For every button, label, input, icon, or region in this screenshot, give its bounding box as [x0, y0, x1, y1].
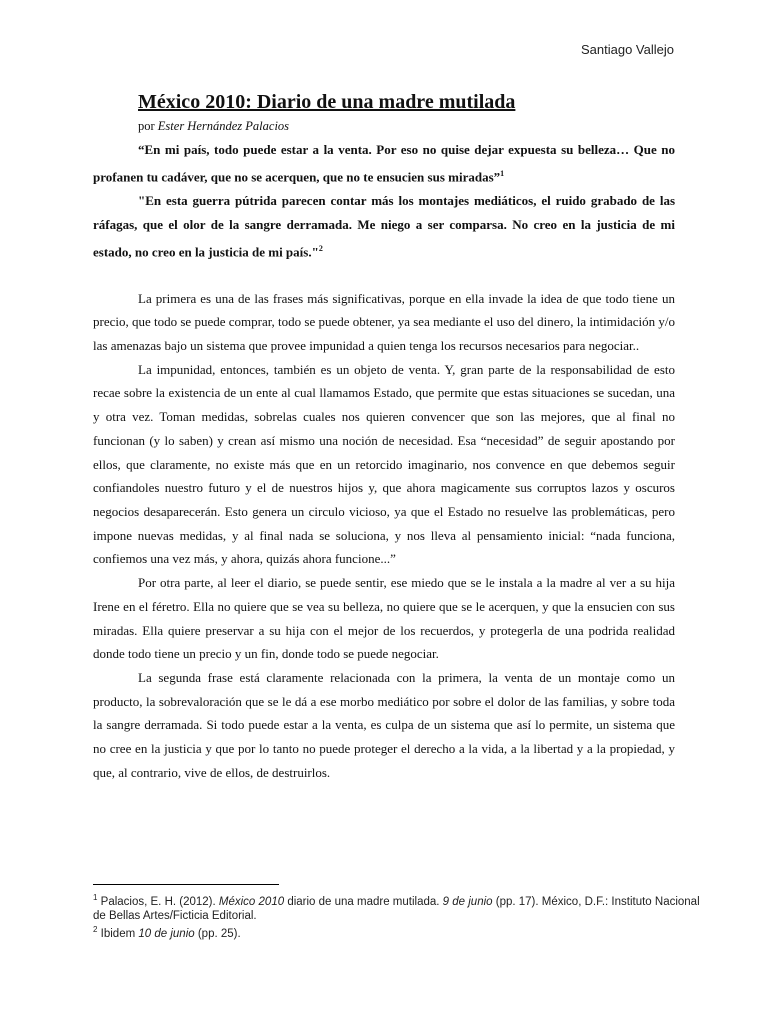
footnote-ref: 1 [500, 169, 505, 178]
footnote-1 [93, 891, 703, 923]
footnote-number: 1 [93, 893, 98, 902]
footnote-italic: 10 de junio [138, 927, 195, 940]
byline-prefix: por [138, 119, 155, 133]
spacer [93, 265, 675, 287]
header-author: Santiago Vallejo [581, 42, 674, 57]
footnote-divider [93, 884, 279, 885]
paragraph-4: La segunda frase está claramente relacionada con la primera, la venta de un montaje como un producto, la sobrevaloración que se le dá a ese morbo mediático por sobre el dolor de las familias, y sobre toda la sangre derramada. Si todo puede estar a la venta, es culpa de un sistema que así lo permite, un sistema que no cree en la justicia y que por lo tanto no puede proteger el derecho a la vida, a la libertad y a la propiedad, y que, al contrario, vive de ellos, de destruirlos. [93, 669, 675, 780]
footnote-number: 2 [93, 924, 98, 934]
footnote-text: (pp. 25). [194, 927, 241, 940]
footnote-text: diario de una madre mutilada. [284, 895, 443, 908]
footnote-italic: México 2010 [218, 895, 285, 908]
footnote-ref: 2 [318, 244, 323, 254]
footnote-2 [93, 923, 703, 941]
footnotes [93, 884, 703, 941]
byline [138, 116, 675, 136]
quote-text: "En esta guerra pútrida parecen contar más los montajes mediáticos, el ruido grabado de las ráfagas, que el olor de la sangre derramada. Me niego a ser comparsa. No creo en la justicia de mi estado, no creo en la justicia de mi país." [93, 193, 675, 260]
quote-1 [93, 138, 675, 189]
document-body [93, 88, 675, 784]
paragraph-2: La impunidad, entonces, también es un objeto de venta. Y, gran parte de la responsabilidad de esto recae sobre la existencia de un ente al cual llamamos Estado, que permite que estas situaciones se sucedan, una y otra vez. Toman medidas, sobrelas cuales nos quieren convencer que son las mejores, que al final no funcionan (y lo saben) y crean así mismo una noción de necesidad. Esa “necesidad” de seguir apostando por ellos, que claramente, no existe más que en un retorcido imaginario, nos convence en que debemos seguir confiandoles nuestro futuro y el de nuestros hijos y, que ahora magicamente sus corruptos lazos y oscuros negocios desaparecerán. Esto genera un circulo vicioso, ya que el Estado no resuelve las problemáticas, pero impone nuevas medidas, y al final nada se soluciona, y nos lleva al pensamiento inicial: “nada funciona, confiemos una vez más, y ahora, quizás ahora funcione...” [93, 361, 675, 567]
footnote-text: (pp. 17). México, D.F.: Instituto Nacional de Bellas Artes/Ficticia Editorial. [93, 895, 700, 922]
footnote-text: Palacios, E. H. (2012). [97, 895, 219, 908]
footnote-text: Ibidem [97, 927, 139, 940]
paragraph-3: Por otra parte, al leer el diario, se puede sentir, ese miedo que se le instala a la madre al ver a su hija Irene en el féretro. Ella no quiere que se vea su belleza, no quiere que se le acerquen, y que la ensucien con sus miradas. Ella quiere preservar a su hija con el mejor de los recuerdos, y protegerla de una podrida realidad donde todo tiene un precio y un fin, donde todo se puede negociar. [93, 575, 675, 662]
byline-author: Ester Hernández Palacios [157, 119, 290, 133]
footnote-italic: 9 de junio [442, 895, 493, 908]
quote-text: “En mi país, todo puede estar a la venta. Por eso no quise dejar expuesta su belleza… Que no profanen tu cadáver, que no se acerquen, que no te ensucien sus miradas” [93, 142, 675, 185]
quote-2 [93, 189, 675, 264]
paragraph-1: La primera es una de las frases más significativas, porque en ella invade la idea de que todo tiene un precio, que todo se puede comprar, todo se puede obtener, ya sea mediante el uso del dinero, la intimidación y/o las amenazas bajo un sistema que provee impunidad a quien tenga los recursos necesarios para negociar.. [93, 290, 675, 354]
page-title: México 2010: Diario de una madre mutilada [138, 91, 516, 113]
